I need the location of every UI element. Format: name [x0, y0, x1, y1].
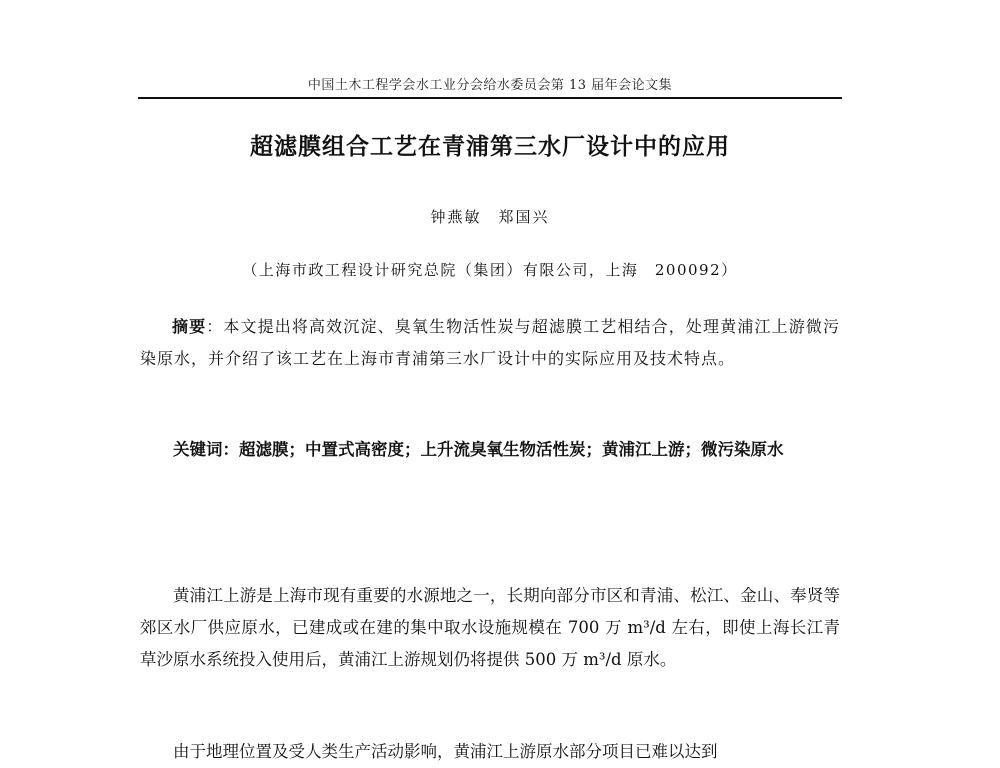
header-rule — [138, 97, 842, 99]
authors: 钟燕敏 郑国兴 — [430, 208, 550, 226]
abstract — [140, 311, 840, 375]
body-paragraph: 由于地理位置及受人类生产活动影响，黄浦江上游原水部分项目已难以达到 — [173, 742, 718, 761]
running-head: 中国土木工程学会水工业分会给水委员会第 13 届年会论文集 — [307, 78, 673, 93]
paper-title: 超滤膜组合工艺在青浦第三水厂设计中的应用 — [250, 134, 730, 160]
keywords: 关键词：超滤膜；中置式高密度；上升流臭氧生物活性炭；黄浦江上游；微污染原水 — [173, 440, 784, 459]
abstract-label: 摘要 — [172, 317, 207, 336]
affiliation: （上海市政工程设计研究总院（集团）有限公司，上海 200092） — [242, 261, 738, 279]
abstract-text: ：本文提出将高效沉淀、臭氧生物活性炭与超滤膜工艺相结合，处理黄浦江上游微污染原水，并介绍了该工艺在上海市青浦第三水厂设计中的实际应用及技术特点。 — [140, 317, 840, 368]
body-paragraph: 黄浦江上游是上海市现有重要的水源地之一，长期向部分市区和青浦、松江、金山、奉贤等郊区水厂供应原水，已建成或在建的集中取水设施规模在 700 万 m³/d 左右，即使上海长江青草沙原水系统投入使用后，黄浦江上游规划仍将提供 500 万 m³/d 原水。 — [140, 586, 840, 669]
